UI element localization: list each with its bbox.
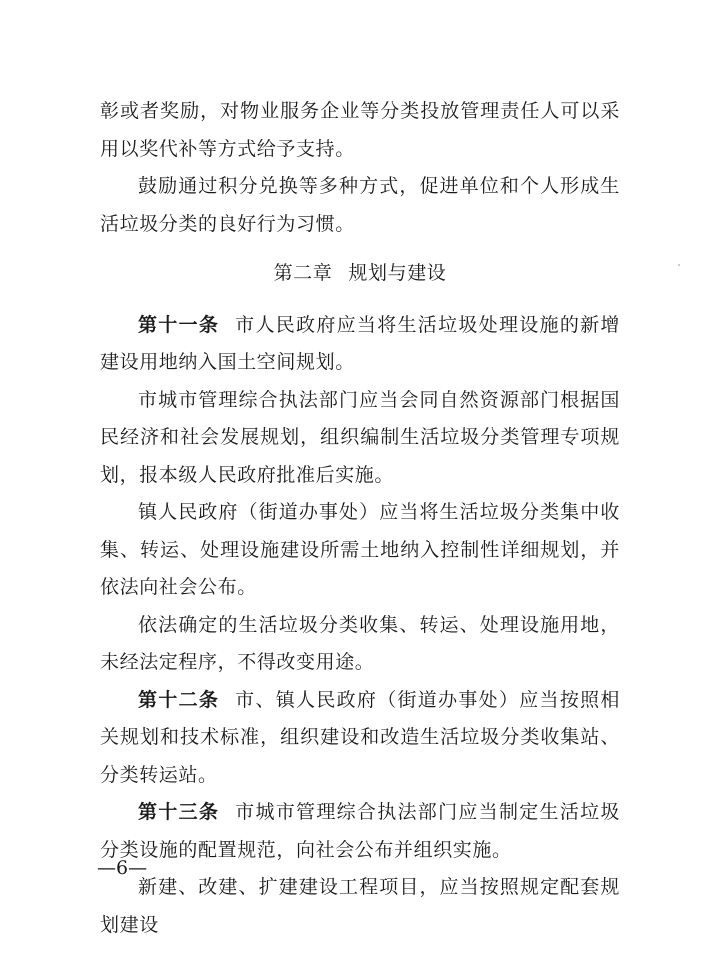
article-text: 市城市管理综合执法部门应当制定生活垃圾分类设施的配置规范，向社会公布并组织实施。 — [100, 801, 620, 861]
article-label: 第十一条 — [138, 313, 220, 336]
article-11-paragraph-3: 镇人民政府（街道办事处）应当将生活垃圾分类集中收集、转运、处理设施建设所需土地纳入控制性详细规划，并依法向社会公布。 — [100, 501, 620, 598]
document-body — [100, 93, 620, 944]
article-text: 市、镇人民政府（街道办事处）应当按照相关规划和技术标准，组织建设和改造生活垃圾分类收集站、分类转运站。 — [100, 688, 620, 786]
article-text: 市人民政府应当将生活垃圾处理设施的新增建设用地纳入国土空间规划。 — [100, 313, 620, 373]
article-13-paragraph-2: 新建、改建、扩建建设工程项目，应当按照规定配套规划建设 — [100, 876, 620, 936]
chapter-heading — [100, 255, 620, 293]
article-11-paragraph-2: 市城市管理综合执法部门应当会同自然资源部门根据国民经济和社会发展规划，组织编制生活垃圾分类管理专项规划，报本级人民政府批准后实施。 — [100, 388, 620, 486]
article-11-paragraph-4: 依法确定的生活垃圾分类收集、转运、处理设施用地，未经法定程序，不得改变用途。 — [100, 613, 620, 673]
chapter-number: 第二章 — [273, 262, 333, 284]
article-13 — [100, 794, 620, 869]
article-label: 第十三条 — [138, 801, 220, 823]
page-number: —6— — [97, 857, 148, 879]
paragraph-encouragement: 鼓励通过积分兑换等多种方式，促进单位和个人形成生活垃圾分类的良好行为习惯。 — [100, 175, 620, 235]
article-label: 第十二条 — [138, 688, 220, 711]
article-11 — [100, 307, 620, 382]
article-12 — [100, 682, 620, 795]
paragraph-continued: 彰或者奖励，对物业服务企业等分类投放管理责任人可以采用以奖代补等方式给予支持。 — [100, 100, 620, 160]
scan-speck — [678, 264, 680, 266]
chapter-title: 规划与建设 — [348, 262, 447, 284]
